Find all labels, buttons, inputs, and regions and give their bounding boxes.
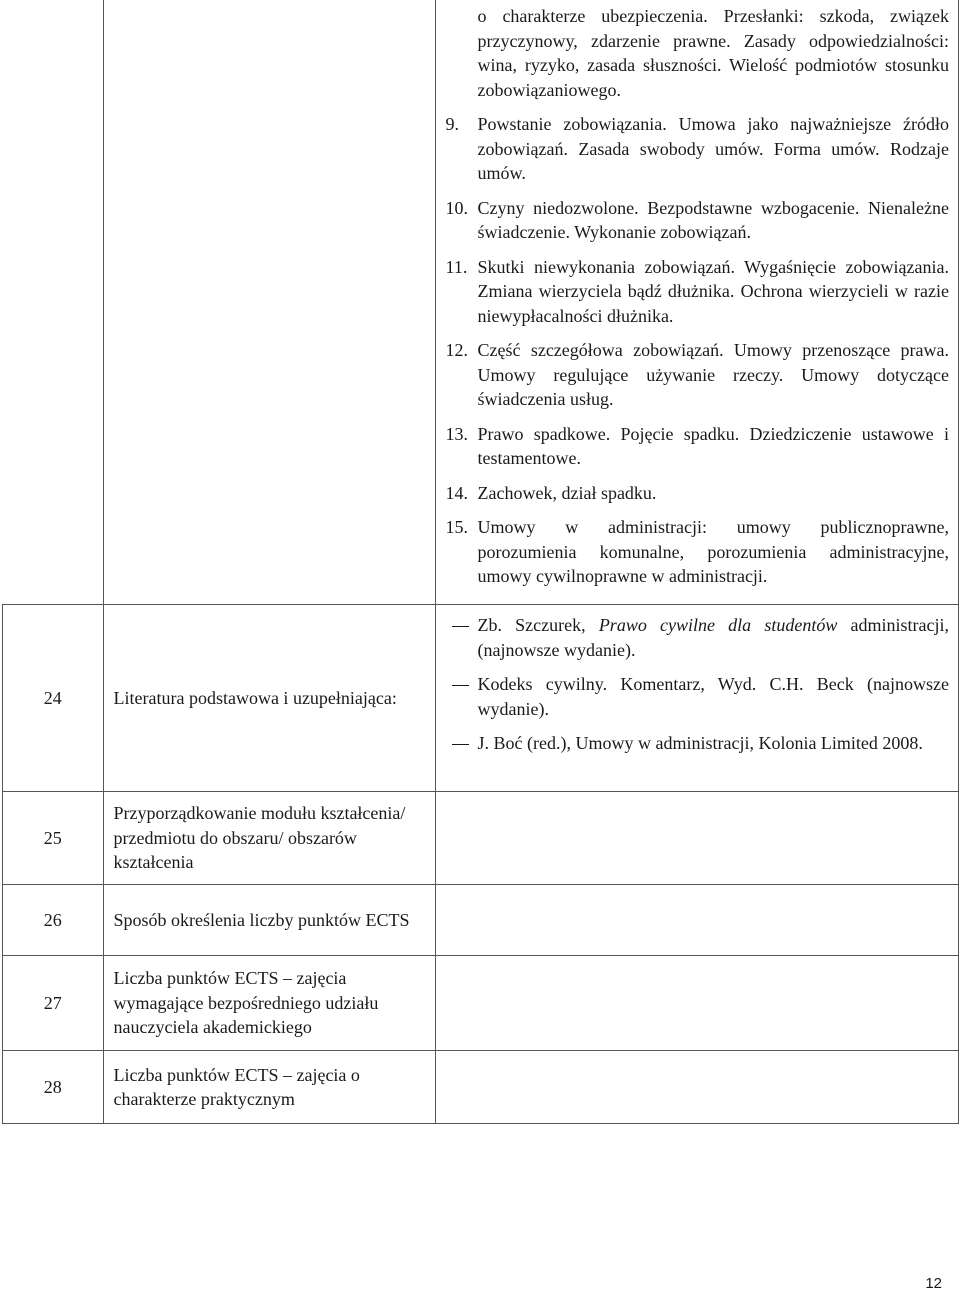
content-item-text: Skutki niewykonania zobowiązań. Wygaśnięcie zobowiązania. Zmiana wierzyciela bądź dłużnika. Ochrona wierzycieli w razie niewypłacalności dłużnika. bbox=[477, 256, 949, 326]
literature-author: Kodeks cywilny. Komentarz, Wyd. C.H. Beck (najnowsze wydanie). bbox=[477, 674, 949, 719]
literature-text bbox=[478, 731, 950, 756]
literature-cell bbox=[435, 605, 959, 792]
course-content-cell bbox=[435, 0, 959, 605]
content-item-number: 14. bbox=[445, 482, 468, 503]
content-item-number: 10. bbox=[445, 197, 468, 218]
literature-details: administracji, (najnowsze wydanie). bbox=[477, 615, 949, 660]
content-item bbox=[445, 422, 950, 471]
table-row-24 bbox=[3, 605, 959, 792]
row-number-cell bbox=[3, 0, 104, 605]
content-item bbox=[445, 481, 950, 506]
syllabus-table bbox=[2, 0, 959, 1124]
content-item-number: 11. bbox=[445, 256, 468, 277]
literature-item bbox=[478, 731, 950, 756]
literature-text bbox=[478, 672, 950, 721]
content-item-text: Umowy w administracji: umowy publicznoprawne, porozumienia komunalne, porozumienia administracyjne, umowy cywilnoprawne w administracji. bbox=[477, 517, 949, 586]
content-item bbox=[445, 196, 950, 245]
content-item-number: 15. bbox=[445, 517, 468, 537]
literature-title: Prawo cywilne dla studentów bbox=[598, 615, 838, 635]
dash-bullet-icon bbox=[446, 613, 478, 662]
dash-bullet-icon bbox=[446, 672, 478, 721]
literature-author: J. Boć (red.), Umowy w administracji, Kolonia Limited 2008. bbox=[477, 733, 923, 753]
content-item-text: Powstanie zobowiązania. Umowa jako najważniejsze źródło zobowiązań. Zasada swobody umów. Forma umów. Rodzaje umów. bbox=[477, 114, 949, 183]
row-number: 24 bbox=[3, 605, 104, 792]
row-value-empty bbox=[435, 1051, 959, 1124]
content-item bbox=[445, 515, 950, 589]
table-row-25 bbox=[3, 792, 959, 885]
row-value-empty bbox=[435, 885, 959, 956]
content-item-text: Zachowek, dział spadku. bbox=[477, 482, 657, 503]
content-item bbox=[445, 338, 950, 412]
content-items-list bbox=[445, 112, 950, 589]
content-item-number: 13. bbox=[445, 423, 468, 444]
table-row-26 bbox=[3, 885, 959, 956]
content-intro: o charakterze ubezpieczenia. Przesłanki: szkoda, związek przyczynowy, zdarzenie prawne. Zasady odpowiedzialności: wina, ryzyko, zasada słuszności. Wielość podmiotów stosunku zobowiązaniowego. bbox=[477, 6, 949, 100]
content-item-number: 9. bbox=[445, 114, 459, 134]
literature-author: Zb. Szczurek, bbox=[477, 615, 599, 635]
table-row-28 bbox=[3, 1051, 959, 1124]
content-item-text: Czyny niedozwolone. Bezpodstawne wzbogacenie. Nienależne świadczenie. Wykonanie zobowiązań. bbox=[477, 197, 949, 242]
content-item bbox=[445, 112, 950, 186]
page-number: 12 bbox=[925, 1275, 942, 1292]
content-item-text: Część szczegółowa zobowiązań. Umowy przenoszące prawa. Umowy regulujące używanie rzeczy. Umowy dotyczące świadczenia usług. bbox=[477, 340, 949, 409]
row-number: 25 bbox=[3, 792, 104, 885]
literature-item bbox=[478, 672, 950, 721]
table-row-continuation bbox=[3, 0, 959, 605]
literature-list bbox=[478, 613, 950, 756]
row-value-empty bbox=[435, 956, 959, 1051]
row-number: 28 bbox=[3, 1051, 104, 1124]
row-number: 27 bbox=[3, 956, 104, 1051]
row-number: 26 bbox=[3, 885, 104, 956]
row-label: Liczba punktów ECTS – zajęcia wymagające bezpośredniego udziału nauczyciela akademickiego bbox=[103, 956, 435, 1051]
literature-text bbox=[478, 613, 950, 662]
content-item-text: Prawo spadkowe. Pojęcie spadku. Dziedziczenie ustawowe i testamentowe. bbox=[477, 423, 949, 468]
row-value-empty bbox=[435, 792, 959, 885]
row-label: Przyporządkowanie modułu kształcenia/ przedmiotu do obszaru/ obszarów kształcenia bbox=[103, 792, 435, 885]
row-label: Sposób określenia liczby punktów ECTS bbox=[103, 885, 435, 956]
row-label-cell bbox=[103, 0, 435, 605]
row-label: Literatura podstawowa i uzupełniająca: bbox=[103, 605, 435, 792]
row-label: Liczba punktów ECTS – zajęcia o charakterze praktycznym bbox=[103, 1051, 435, 1124]
literature-item bbox=[478, 613, 950, 662]
table-row-27 bbox=[3, 956, 959, 1051]
content-item bbox=[445, 255, 950, 329]
dash-bullet-icon bbox=[446, 731, 478, 756]
content-item-number: 12. bbox=[445, 340, 468, 360]
